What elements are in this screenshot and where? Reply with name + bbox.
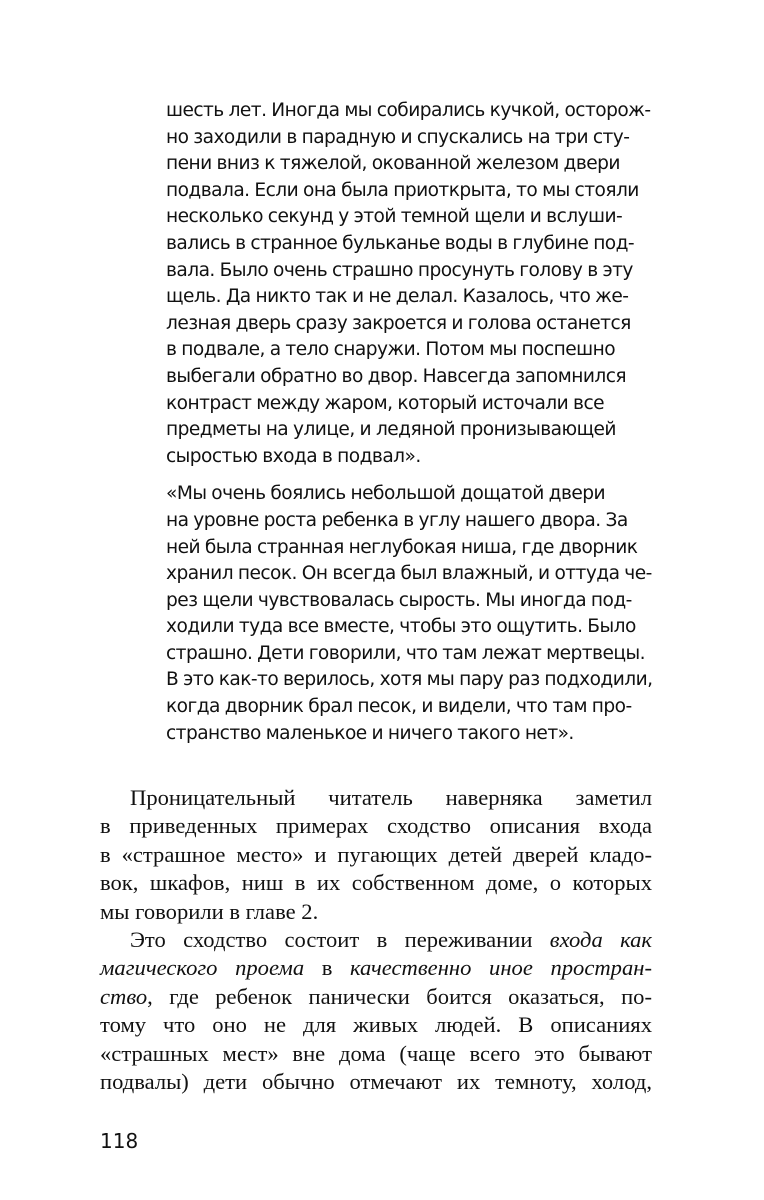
quote-line: контраст между жаром, который источали все: [166, 392, 605, 414]
quote-line: «Мы очень боялись небольшой дощатой двери: [166, 483, 606, 505]
italic-phrase: качественно иное простран-: [350, 955, 653, 981]
quote-line: ней была странная неглубокая ниша, где дворник: [166, 536, 638, 558]
main-line: Проницательный читатель наверняка заметил: [130, 785, 652, 810]
main-paragraph-2: [100, 926, 652, 1096]
text-span: в: [304, 955, 351, 981]
quote-line: вала. Было очень страшно просунуть голову в эту: [166, 259, 633, 281]
quote-line: вались в странное бульканье воды в глубине под-: [166, 232, 635, 254]
quote-line: странство маленькое и ничего такого нет».: [166, 722, 574, 744]
italic-phrase: ство: [100, 983, 148, 1009]
quote-line: пени вниз к тяжелой, окованной железом двери: [166, 153, 620, 175]
main-line: в «страшное место» и пугающих детей дверей кладо-: [100, 841, 652, 867]
quote-line: рез щели чувствовалась сырость. Мы иногда под-: [166, 589, 632, 611]
main-line: [100, 926, 652, 954]
main-line: подвалы) дети обычно отмечают их темноту, холод,: [100, 1068, 652, 1094]
quote-line: щель. Да никто так и не делал. Казалось, что же-: [166, 286, 629, 308]
main-line: в приведенных примерах сходство описания входа: [100, 813, 652, 839]
quote-line: выбегали обратно во двор. Навсегда запомнился: [166, 365, 627, 387]
quote-line: на уровне роста ребенка в углу нашего двора. За: [166, 509, 628, 531]
quote-block: [166, 98, 652, 747]
main-line: мы говорили в главе 2.: [100, 898, 319, 924]
page-number: 118: [100, 1129, 139, 1153]
quote-paragraph-1: [166, 98, 652, 470]
quote-line: подвала. Если она была приоткрыта, то мы стояли: [166, 179, 639, 201]
paragraph-gap: [166, 470, 652, 481]
italic-phrase: магического проема: [100, 955, 305, 981]
quote-line: страшно. Дети говорили, что там лежат мертвецы.: [166, 642, 645, 664]
text-span: , где ребенок панически боится оказаться, по-: [147, 983, 652, 1009]
main-line: «страшных мест» вне дома (чаще всего это бывают: [100, 1040, 652, 1066]
main-paragraph-1: [100, 784, 652, 926]
quote-line: предметы на улице, и ледяной пронизывающей: [166, 419, 616, 441]
quote-line: когда дворник брал песок, и видели, что там про-: [166, 696, 632, 718]
quote-line: но заходили в парадную и спускались на три сту-: [166, 126, 630, 148]
main-line: тому что оно не для живых людей. В описаниях: [100, 1012, 652, 1038]
quote-line: ходили туда все вместе, чтобы это ощутить. Было: [166, 616, 636, 638]
main-line: [100, 983, 652, 1011]
quote-line: лезная дверь сразу закроется и голова останется: [166, 312, 631, 334]
quote-line: в подвале, а тело снаружи. Потом мы поспешно: [166, 339, 616, 361]
quote-paragraph-2: [166, 481, 652, 747]
quote-line: В это как-то верилось, хотя мы пару раз подходили,: [166, 669, 653, 691]
quote-line: сыростью входа в подвал».: [166, 445, 421, 467]
quote-line: несколько секунд у этой темной щели и вслуши-: [166, 206, 623, 228]
main-line: вок, шкафов, ниш в их собственном доме, о которых: [100, 870, 652, 896]
quote-line: хранил песок. Он всегда был влажный, и оттуда че-: [166, 563, 652, 585]
quote-line: шесть лет. Иногда мы собирались кучкой, осторож-: [166, 100, 651, 121]
main-text: [100, 784, 652, 1096]
main-line: [100, 954, 652, 982]
text-span: Это сходство состоит в переживании: [130, 926, 550, 952]
italic-phrase: входа как: [549, 926, 652, 952]
